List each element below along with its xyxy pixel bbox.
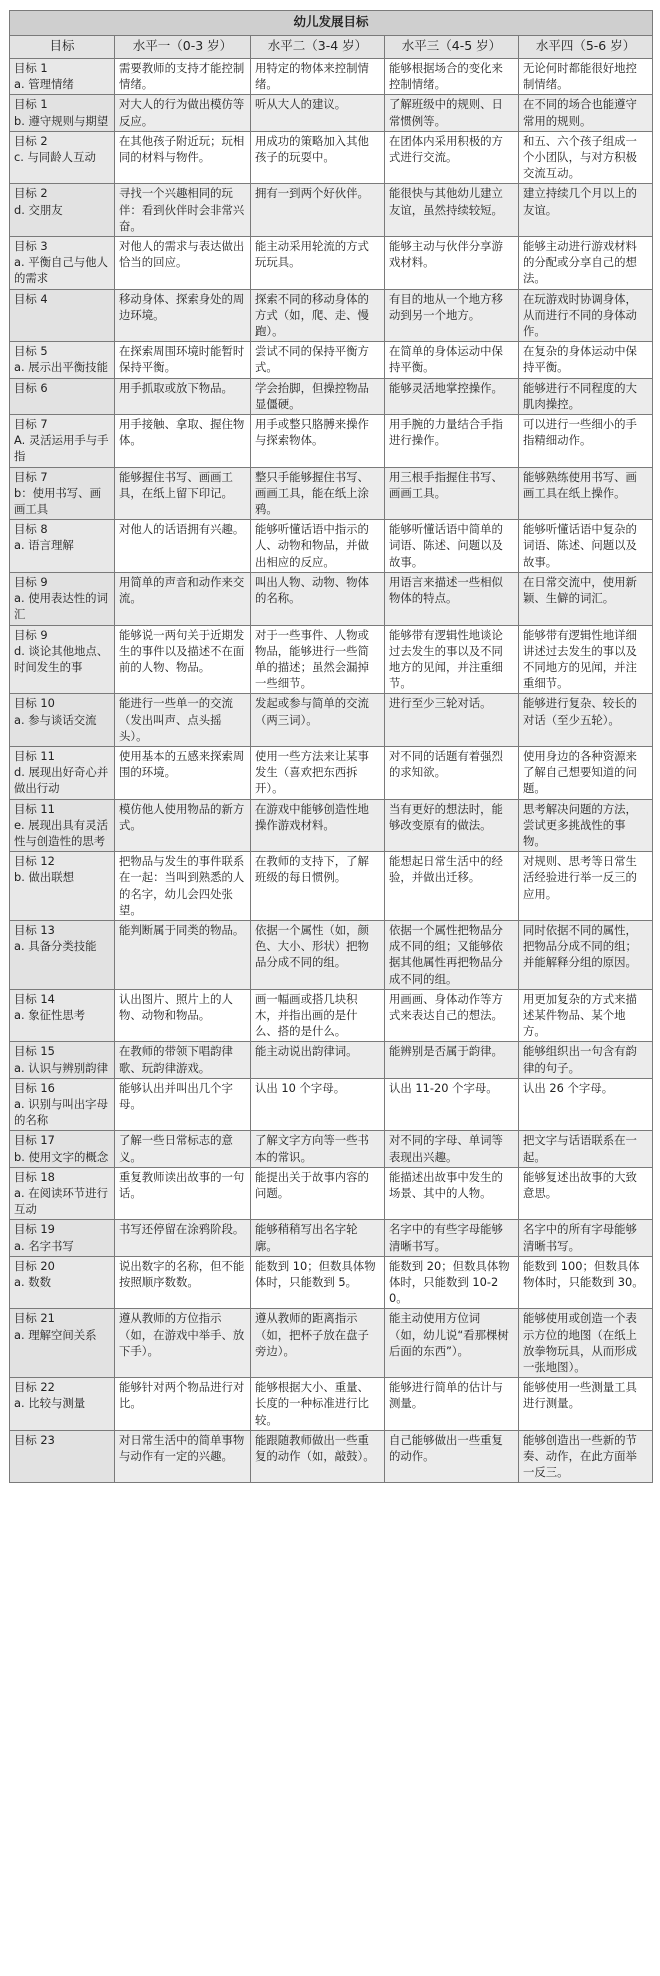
- level-2-cell: 认出 10 个字母。: [251, 1078, 385, 1131]
- level-2-cell: 探索不同的移动身体的方式（如，爬、走、慢跑）。: [251, 289, 385, 342]
- table-row: [10, 184, 653, 237]
- level-4-cell: 和五、六个孩子组成一个小团队，与对方积极交流互动。: [519, 131, 653, 184]
- table-row: [10, 989, 653, 1042]
- level-3-cell: 用手腕的力量结合手指进行操作。: [385, 415, 519, 468]
- table-title-row: [10, 11, 653, 36]
- development-goals-document: [9, 10, 652, 1483]
- level-4-cell: 名字中的所有字母能够清晰书写。: [519, 1220, 653, 1256]
- level-1-cell: 对他人的需求与表达做出恰当的回应。: [115, 237, 251, 290]
- level-1-cell: 了解一些日常标志的意义。: [115, 1131, 251, 1167]
- table-row: [10, 378, 653, 414]
- level-3-cell: 能够灵活地掌控操作。: [385, 378, 519, 414]
- level-1-cell: 重复教师读出故事的一句话。: [115, 1167, 251, 1220]
- level-4-cell: 用更加复杂的方式来描述某件物品、某个地方。: [519, 989, 653, 1042]
- level-1-cell: 能判断属于同类的物品。: [115, 920, 251, 989]
- table-row: [10, 59, 653, 95]
- level-4-cell: 能够熟练使用书写、画画工具在纸上操作。: [519, 467, 653, 520]
- level-4-cell: 无论何时都能很好地控制情绪。: [519, 59, 653, 95]
- goal-cell: 目标 15 a. 认识与辨别韵律: [10, 1042, 115, 1078]
- level-1-cell: 寻找一个兴趣相同的玩伴：看到伙伴时会非常兴奋。: [115, 184, 251, 237]
- goal-cell: 目标 14 a. 象征性思考: [10, 989, 115, 1042]
- level-1-cell: 用手接触、拿取、握住物体。: [115, 415, 251, 468]
- level-3-cell: 在团体内采用积极的方式进行交流。: [385, 131, 519, 184]
- goal-cell: 目标 7 b：使用书写、画画工具: [10, 467, 115, 520]
- level-4-cell: 能够组织出一句含有韵律的句子。: [519, 1042, 653, 1078]
- level-2-cell: 学会抬脚，但操控物品显僵硬。: [251, 378, 385, 414]
- level-4-cell: 能够进行不同程度的大肌肉操控。: [519, 378, 653, 414]
- level-1-cell: 在探索周围环境时能暂时保持平衡。: [115, 342, 251, 378]
- table-row: [10, 342, 653, 378]
- goal-cell: 目标 11 d. 展现出好奇心并做出行动: [10, 746, 115, 799]
- level-3-cell: 能够主动与伙伴分享游戏材料。: [385, 237, 519, 290]
- table-row: [10, 289, 653, 342]
- table-row: [10, 625, 653, 694]
- level-2-cell: 使用一些方法来让某事发生（喜欢把东西拆开）。: [251, 746, 385, 799]
- level-3-cell: 能想起日常生活中的经验，并做出迁移。: [385, 852, 519, 921]
- level-2-cell: 拥有一到两个好伙伴。: [251, 184, 385, 237]
- level-1-cell: 对大人的行为做出模仿等反应。: [115, 95, 251, 131]
- level-4-cell: 同时依据不同的属性，把物品分成不同的组；并能解释分组的原因。: [519, 920, 653, 989]
- level-3-cell: 能辨别是否属于韵律。: [385, 1042, 519, 1078]
- level-3-cell: 能数到 20；但数具体物体时，只能数到 10-20。: [385, 1256, 519, 1309]
- goal-cell: 目标 21 a. 理解空间关系: [10, 1309, 115, 1378]
- table-row: [10, 1131, 653, 1167]
- table-row: [10, 1078, 653, 1131]
- table-header-row: [10, 36, 653, 59]
- goal-cell: 目标 11 e. 展现出具有灵活性与创造性的思考: [10, 799, 115, 852]
- level-1-cell: 在其他孩子附近玩；玩相同的材料与物件。: [115, 131, 251, 184]
- table-row: [10, 1378, 653, 1431]
- level-4-cell: 在玩游戏时协调身体，从而进行不同的身体动作。: [519, 289, 653, 342]
- level-3-cell: 能描述出故事中发生的场景、其中的人物。: [385, 1167, 519, 1220]
- level-2-cell: 用成功的策略加入其他孩子的玩耍中。: [251, 131, 385, 184]
- level-1-cell: 能够说一两句关于近期发生的事件以及描述不在面前的人物、物品。: [115, 625, 251, 694]
- level-1-cell: 能够认出并叫出几个字母。: [115, 1078, 251, 1131]
- table-title: 幼儿发展目标: [10, 11, 653, 36]
- goal-cell: 目标 1 b. 遵守规则与期望: [10, 95, 115, 131]
- table-row: [10, 694, 653, 747]
- goal-cell: 目标 23: [10, 1430, 115, 1483]
- level-1-cell: 模仿他人使用物品的新方式。: [115, 799, 251, 852]
- goal-cell: 目标 16 a. 识别与叫出字母的名称: [10, 1078, 115, 1131]
- goal-cell: 目标 10 a. 参与谈话交流: [10, 694, 115, 747]
- level-2-cell: 在游戏中能够创造性地操作游戏材料。: [251, 799, 385, 852]
- table-row: [10, 1256, 653, 1309]
- level-2-cell: 用特定的物体来控制情绪。: [251, 59, 385, 95]
- table-row: [10, 415, 653, 468]
- level-4-cell: 思考解决问题的方法，尝试更多挑战性的事物。: [519, 799, 653, 852]
- level-4-cell: 使用身边的各种资源来了解自己想要知道的问题。: [519, 746, 653, 799]
- table-body: [10, 59, 653, 1483]
- goal-cell: 目标 1 a. 管理情绪: [10, 59, 115, 95]
- level-4-cell: 建立持续几个月以上的友谊。: [519, 184, 653, 237]
- header-level-3: 水平三（4-5 岁）: [385, 36, 519, 59]
- level-2-cell: 能主动说出韵律词。: [251, 1042, 385, 1078]
- goal-cell: 目标 9 a. 使用表达性的词汇: [10, 572, 115, 625]
- level-2-cell: 听从大人的建议。: [251, 95, 385, 131]
- header-level-1: 水平一（0-3 岁）: [115, 36, 251, 59]
- level-3-cell: 能够根据场合的变化来控制情绪。: [385, 59, 519, 95]
- level-1-cell: 在教师的带领下唱韵律歌、玩韵律游戏。: [115, 1042, 251, 1078]
- level-3-cell: 依据一个属性把物品分成不同的组；又能够依据其他属性再把物品分成不同的组。: [385, 920, 519, 989]
- level-3-cell: 当有更好的想法时，能够改变原有的做法。: [385, 799, 519, 852]
- goal-cell: 目标 20 a. 数数: [10, 1256, 115, 1309]
- level-1-cell: 用手抓取或放下物品。: [115, 378, 251, 414]
- table-row: [10, 520, 653, 573]
- table-row: [10, 746, 653, 799]
- table-row: [10, 1167, 653, 1220]
- level-4-cell: 能够进行复杂、较长的对话（至少五轮）。: [519, 694, 653, 747]
- level-2-cell: 能提出关于故事内容的问题。: [251, 1167, 385, 1220]
- goal-cell: 目标 2 d. 交朋友: [10, 184, 115, 237]
- level-2-cell: 尝试不同的保持平衡方式。: [251, 342, 385, 378]
- level-3-cell: 进行至少三轮对话。: [385, 694, 519, 747]
- table-row: [10, 95, 653, 131]
- level-4-cell: 能够带有逻辑性地详细讲述过去发生的事以及不同地方的见闻，并注重细节。: [519, 625, 653, 694]
- level-1-cell: 用简单的声音和动作来交流。: [115, 572, 251, 625]
- level-4-cell: 对规则、思考等日常生活经验进行举一反三的应用。: [519, 852, 653, 921]
- table-row: [10, 852, 653, 921]
- level-1-cell: 对他人的话语拥有兴趣。: [115, 520, 251, 573]
- level-3-cell: 认出 11-20 个字母。: [385, 1078, 519, 1131]
- level-2-cell: 了解文字方向等一些书本的常识。: [251, 1131, 385, 1167]
- level-1-cell: 遵从教师的方位指示（如，在游戏中举手、放下手）。: [115, 1309, 251, 1378]
- level-3-cell: 用三根手指握住书写、画画工具。: [385, 467, 519, 520]
- level-1-cell: 移动身体、探索身处的周边环境。: [115, 289, 251, 342]
- level-3-cell: 用画画、身体动作等方式来表达自己的想法。: [385, 989, 519, 1042]
- level-1-cell: 能进行一些单一的交流（发出叫声、点头摇头）。: [115, 694, 251, 747]
- development-goals-table: [9, 10, 653, 1483]
- level-3-cell: 有目的地从一个地方移动到另一个地方。: [385, 289, 519, 342]
- table-row: [10, 131, 653, 184]
- level-3-cell: 能够带有逻辑性地谈论过去发生的事以及不同地方的见闻，并注重细节。: [385, 625, 519, 694]
- level-3-cell: 能够听懂话语中简单的词语、陈述、问题以及故事。: [385, 520, 519, 573]
- level-1-cell: 能够针对两个物品进行对比。: [115, 1378, 251, 1431]
- level-2-cell: 依据一个属性（如，颜色、大小、形状）把物品分成不同的组。: [251, 920, 385, 989]
- level-1-cell: 需要教师的支持才能控制情绪。: [115, 59, 251, 95]
- level-3-cell: 在简单的身体运动中保持平衡。: [385, 342, 519, 378]
- level-1-cell: 认出图片、照片上的人物、动物和物品。: [115, 989, 251, 1042]
- level-3-cell: 能很快与其他幼儿建立友谊，虽然持续较短。: [385, 184, 519, 237]
- level-4-cell: 能够创造出一些新的节奏、动作，在此方面举一反三。: [519, 1430, 653, 1483]
- goal-cell: 目标 4: [10, 289, 115, 342]
- level-4-cell: 认出 26 个字母。: [519, 1078, 653, 1131]
- level-3-cell: 名字中的有些字母能够清晰书写。: [385, 1220, 519, 1256]
- table-row: [10, 572, 653, 625]
- level-2-cell: 用手或整只胳膊来操作与探索物体。: [251, 415, 385, 468]
- level-1-cell: 对日常生活中的简单事物与动作有一定的兴趣。: [115, 1430, 251, 1483]
- goal-cell: 目标 6: [10, 378, 115, 414]
- table-row: [10, 1042, 653, 1078]
- level-2-cell: 画一幅画或搭几块积木，并指出画的是什么、搭的是什么。: [251, 989, 385, 1042]
- level-3-cell: 了解班级中的规则、日常惯例等。: [385, 95, 519, 131]
- level-4-cell: 在复杂的身体运动中保持平衡。: [519, 342, 653, 378]
- level-2-cell: 遵从教师的距离指示（如，把杯子放在盘子旁边）。: [251, 1309, 385, 1378]
- level-4-cell: 可以进行一些细小的手指精细动作。: [519, 415, 653, 468]
- level-2-cell: 叫出人物、动物、物体的名称。: [251, 572, 385, 625]
- level-4-cell: 能够听懂话语中复杂的词语、陈述、问题以及故事。: [519, 520, 653, 573]
- level-4-cell: 能够复述出故事的大致意思。: [519, 1167, 653, 1220]
- table-row: [10, 799, 653, 852]
- header-level-2: 水平二（3-4 岁）: [251, 36, 385, 59]
- level-4-cell: 把文字与话语联系在一起。: [519, 1131, 653, 1167]
- table-row: [10, 467, 653, 520]
- level-3-cell: 自己能够做出一些重复的动作。: [385, 1430, 519, 1483]
- level-2-cell: 能够稍稍写出名字轮廓。: [251, 1220, 385, 1256]
- level-2-cell: 在教师的支持下，了解班级的每日惯例。: [251, 852, 385, 921]
- level-2-cell: 对于一些事件、人物或物品，能够进行一些简单的描述；虽然会漏掉一些细节。: [251, 625, 385, 694]
- level-1-cell: 说出数字的名称，但不能按照顺序数数。: [115, 1256, 251, 1309]
- level-2-cell: 能数到 10；但数具体物体时，只能数到 5。: [251, 1256, 385, 1309]
- goal-cell: 目标 12 b. 做出联想: [10, 852, 115, 921]
- level-3-cell: 用语言来描述一些相似物体的特点。: [385, 572, 519, 625]
- table-row: [10, 920, 653, 989]
- level-2-cell: 整只手能够握住书写、画画工具，能在纸上涂鸦。: [251, 467, 385, 520]
- level-3-cell: 对不同的话题有着强烈的求知欲。: [385, 746, 519, 799]
- level-4-cell: 在日常交流中，使用新颖、生僻的词汇。: [519, 572, 653, 625]
- level-1-cell: 书写还停留在涂鸦阶段。: [115, 1220, 251, 1256]
- goal-cell: 目标 7 A. 灵活运用手与手指: [10, 415, 115, 468]
- level-3-cell: 能主动使用方位词（如，幼儿说“看那棵树后面的东西”）。: [385, 1309, 519, 1378]
- level-2-cell: 能够根据大小、重量、长度的一种标准进行比较。: [251, 1378, 385, 1431]
- level-3-cell: 对不同的字母、单词等表现出兴趣。: [385, 1131, 519, 1167]
- level-3-cell: 能够进行简单的估计与测量。: [385, 1378, 519, 1431]
- header-goal: 目标: [10, 36, 115, 59]
- level-2-cell: 能跟随教师做出一些重复的动作（如，敲鼓）。: [251, 1430, 385, 1483]
- level-4-cell: 在不同的场合也能遵守常用的规则。: [519, 95, 653, 131]
- table-row: [10, 1309, 653, 1378]
- goal-cell: 目标 13 a. 具备分类技能: [10, 920, 115, 989]
- level-1-cell: 能够握住书写、画画工具，在纸上留下印记。: [115, 467, 251, 520]
- level-1-cell: 把物品与发生的事件联系在一起：当叫到熟悉的人的名字，幼儿会四处张望。: [115, 852, 251, 921]
- table-row: [10, 1220, 653, 1256]
- goal-cell: 目标 5 a. 展示出平衡技能: [10, 342, 115, 378]
- level-4-cell: 能数到 100；但数具体物体时，只能数到 30。: [519, 1256, 653, 1309]
- goal-cell: 目标 17 b. 使用文字的概念: [10, 1131, 115, 1167]
- level-4-cell: 能够主动进行游戏材料的分配或分享自己的想法。: [519, 237, 653, 290]
- goal-cell: 目标 19 a. 名字书写: [10, 1220, 115, 1256]
- goal-cell: 目标 2 c. 与同龄人互动: [10, 131, 115, 184]
- level-4-cell: 能够使用一些测量工具进行测量。: [519, 1378, 653, 1431]
- table-row: [10, 237, 653, 290]
- goal-cell: 目标 3 a. 平衡自己与他人的需求: [10, 237, 115, 290]
- level-4-cell: 能够使用或创造一个表示方位的地图（在纸上放拳物玩具，从而形成一张地图）。: [519, 1309, 653, 1378]
- goal-cell: 目标 8 a. 语言理解: [10, 520, 115, 573]
- level-2-cell: 能够听懂话语中指示的人、动物和物品，并做出相应的反应。: [251, 520, 385, 573]
- level-2-cell: 能主动采用轮流的方式玩玩具。: [251, 237, 385, 290]
- goal-cell: 目标 9 d. 谈论其他地点、时间发生的事: [10, 625, 115, 694]
- header-level-4: 水平四（5-6 岁）: [519, 36, 653, 59]
- table-row: [10, 1430, 653, 1483]
- level-2-cell: 发起或参与简单的交流（两三词）。: [251, 694, 385, 747]
- level-1-cell: 使用基本的五感来探索周围的环境。: [115, 746, 251, 799]
- goal-cell: 目标 22 a. 比较与测量: [10, 1378, 115, 1431]
- goal-cell: 目标 18 a. 在阅读环节进行互动: [10, 1167, 115, 1220]
